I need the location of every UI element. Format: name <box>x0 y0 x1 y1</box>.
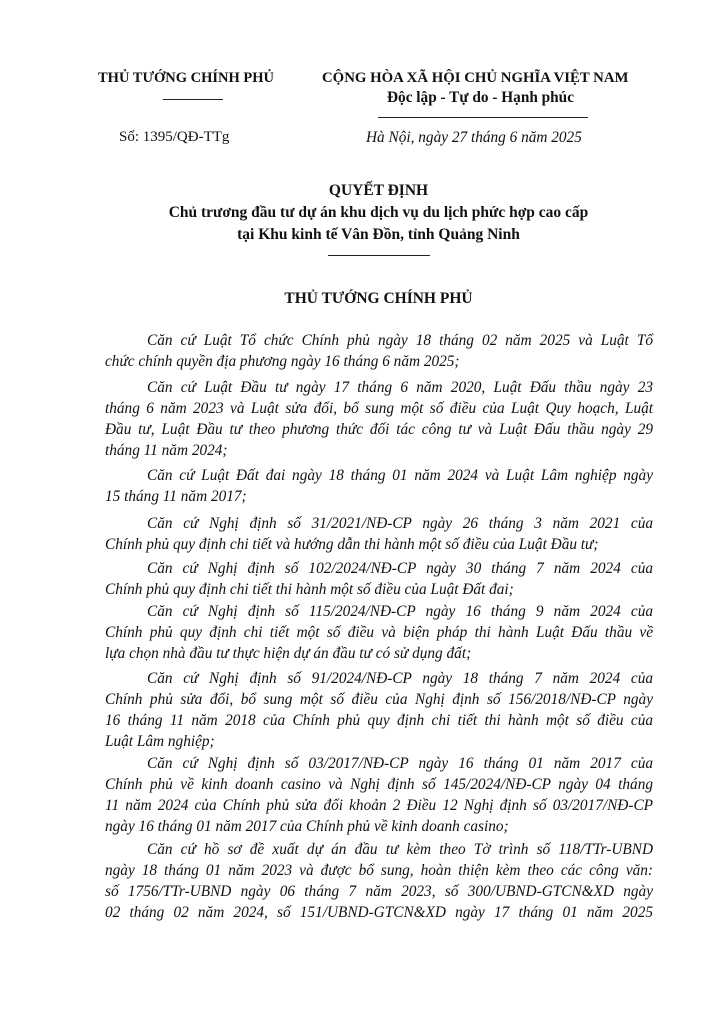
legal-basis-4 <box>105 513 653 555</box>
paragraph-line: Chính phủ về kinh doanh casino và Nghị định số 145/2024/NĐ-CP ngày 04 tháng <box>105 776 653 793</box>
paragraph-line: Chính phủ quy định chi tiết một số điều và biện pháp thi hành Luật Đấu thầu về <box>105 624 653 641</box>
nation-name: CỘNG HÒA XÃ HỘI CHỦ NGHĨA VIỆT NAM <box>322 70 629 86</box>
legal-basis-6 <box>105 601 653 664</box>
paragraph-line: 15 tháng 11 năm 2017; <box>105 488 247 505</box>
legal-basis-1 <box>105 330 653 372</box>
national-motto: Độc lập - Tự do - Hạnh phúc <box>387 89 574 106</box>
legal-basis-2 <box>105 377 653 461</box>
paragraph-line: số 1756/TTr-UBND ngày 06 tháng 7 năm 2023, số 300/UBND-GTCN&XD ngày <box>105 883 653 900</box>
paragraph-line: 16 tháng 11 năm 2018 của Chính phủ quy định chi tiết thi hành một số điều của <box>105 712 653 729</box>
document-subject-line-2: tại Khu kinh tế Vân Đồn, tỉnh Quảng Ninh <box>237 226 520 243</box>
paragraph-line: chức chính quyền địa phương ngày 16 tháng 6 năm 2025; <box>105 353 460 370</box>
legal-basis-5 <box>105 558 653 600</box>
paragraph-line: ngày 16 tháng 01 năm 2017 của Chính phủ về kinh doanh casino; <box>105 818 509 835</box>
paragraph-line: Căn cứ Nghị định số 102/2024/NĐ-CP ngày 30 tháng 7 năm 2024 của <box>147 560 653 577</box>
paragraph-line: ngày 18 tháng 01 năm 2023 và được bổ sung, hoàn thiện kèm theo các công văn: <box>105 862 653 879</box>
legal-basis-7 <box>105 668 653 752</box>
document-number: Số: 1395/QĐ-TTg <box>119 129 230 145</box>
paragraph-line: Căn cứ Nghị định số 115/2024/NĐ-CP ngày 16 tháng 9 năm 2024 của <box>147 603 653 620</box>
document-subject-line-1: Chủ trương đầu tư dự án khu dịch vụ du lịch phức hợp cao cấp <box>168 204 589 221</box>
paragraph-line: lựa chọn nhà đầu tư thực hiện dự án đầu tư có sử dụng đất; <box>105 645 472 662</box>
paragraph-line: Chính phủ quy định chi tiết và hướng dẫn thi hành một số điều của Luật Đầu tư; <box>105 536 599 553</box>
agency-underline <box>163 99 223 100</box>
legal-basis-3 <box>105 465 653 507</box>
paragraph-line: Luật Lâm nghiệp; <box>105 733 215 750</box>
paragraph-line: 11 năm 2024 của Chính phủ sửa đổi khoản 2 Điều 12 Nghị định số 03/2017/NĐ-CP <box>105 797 653 814</box>
issuer-heading: THỦ TƯỚNG CHÍNH PHỦ <box>284 290 473 307</box>
paragraph-line: Căn cứ Luật Tổ chức Chính phủ ngày 18 tháng 02 năm 2025 và Luật Tổ <box>147 332 653 349</box>
paragraph-line: tháng 6 năm 2023 và Luật sửa đổi, bổ sung một số điều của Luật Quy hoạch, Luật <box>105 400 653 417</box>
paragraph-line: tháng 11 năm 2024; <box>105 442 228 459</box>
paragraph-line: Căn cứ hồ sơ đề xuất dự án đầu tư kèm theo Tờ trình số 118/TTr-UBND <box>147 841 653 858</box>
paragraph-line: Căn cứ Luật Đầu tư ngày 17 tháng 6 năm 2020, Luật Đấu thầu ngày 23 <box>147 379 653 396</box>
paragraph-line: Chính phủ quy định chi tiết thi hành một số điều của Luật Đất đai; <box>105 581 514 598</box>
paragraph-line: Chính phủ sửa đổi, bổ sung một số điều của Nghị định số 156/2018/NĐ-CP ngày <box>105 691 653 708</box>
place-date: Hà Nội, ngày 27 tháng 6 năm 2025 <box>366 129 582 146</box>
paragraph-line: Đầu tư, Luật Đầu tư theo phương thức đối tác công tư và Luật Đấu thầu ngày 29 <box>105 421 653 438</box>
paragraph-line: Căn cứ Nghị định số 03/2017/NĐ-CP ngày 16 tháng 01 năm 2017 của <box>147 755 653 772</box>
document-type: QUYẾT ĐỊNH <box>328 182 429 199</box>
motto-underline <box>378 117 588 118</box>
paragraph-line: Căn cứ Luật Đất đai ngày 18 tháng 01 năm 2024 và Luật Lâm nghiệp ngày <box>147 467 653 484</box>
legal-basis-8 <box>105 753 653 837</box>
paragraph-line: Căn cứ Nghị định số 91/2024/NĐ-CP ngày 18 tháng 7 năm 2024 của <box>147 670 653 687</box>
legal-basis-9 <box>105 839 653 923</box>
paragraph-line: 02 tháng 02 năm 2024, số 151/UBND-GTCN&XD ngày 17 tháng 01 năm 2025 <box>105 904 653 921</box>
paragraph-line: Căn cứ Nghị định số 31/2021/NĐ-CP ngày 26 tháng 3 năm 2021 của <box>147 515 653 532</box>
title-underline <box>328 255 430 256</box>
agency-name: THỦ TƯỚNG CHÍNH PHỦ <box>98 70 275 86</box>
